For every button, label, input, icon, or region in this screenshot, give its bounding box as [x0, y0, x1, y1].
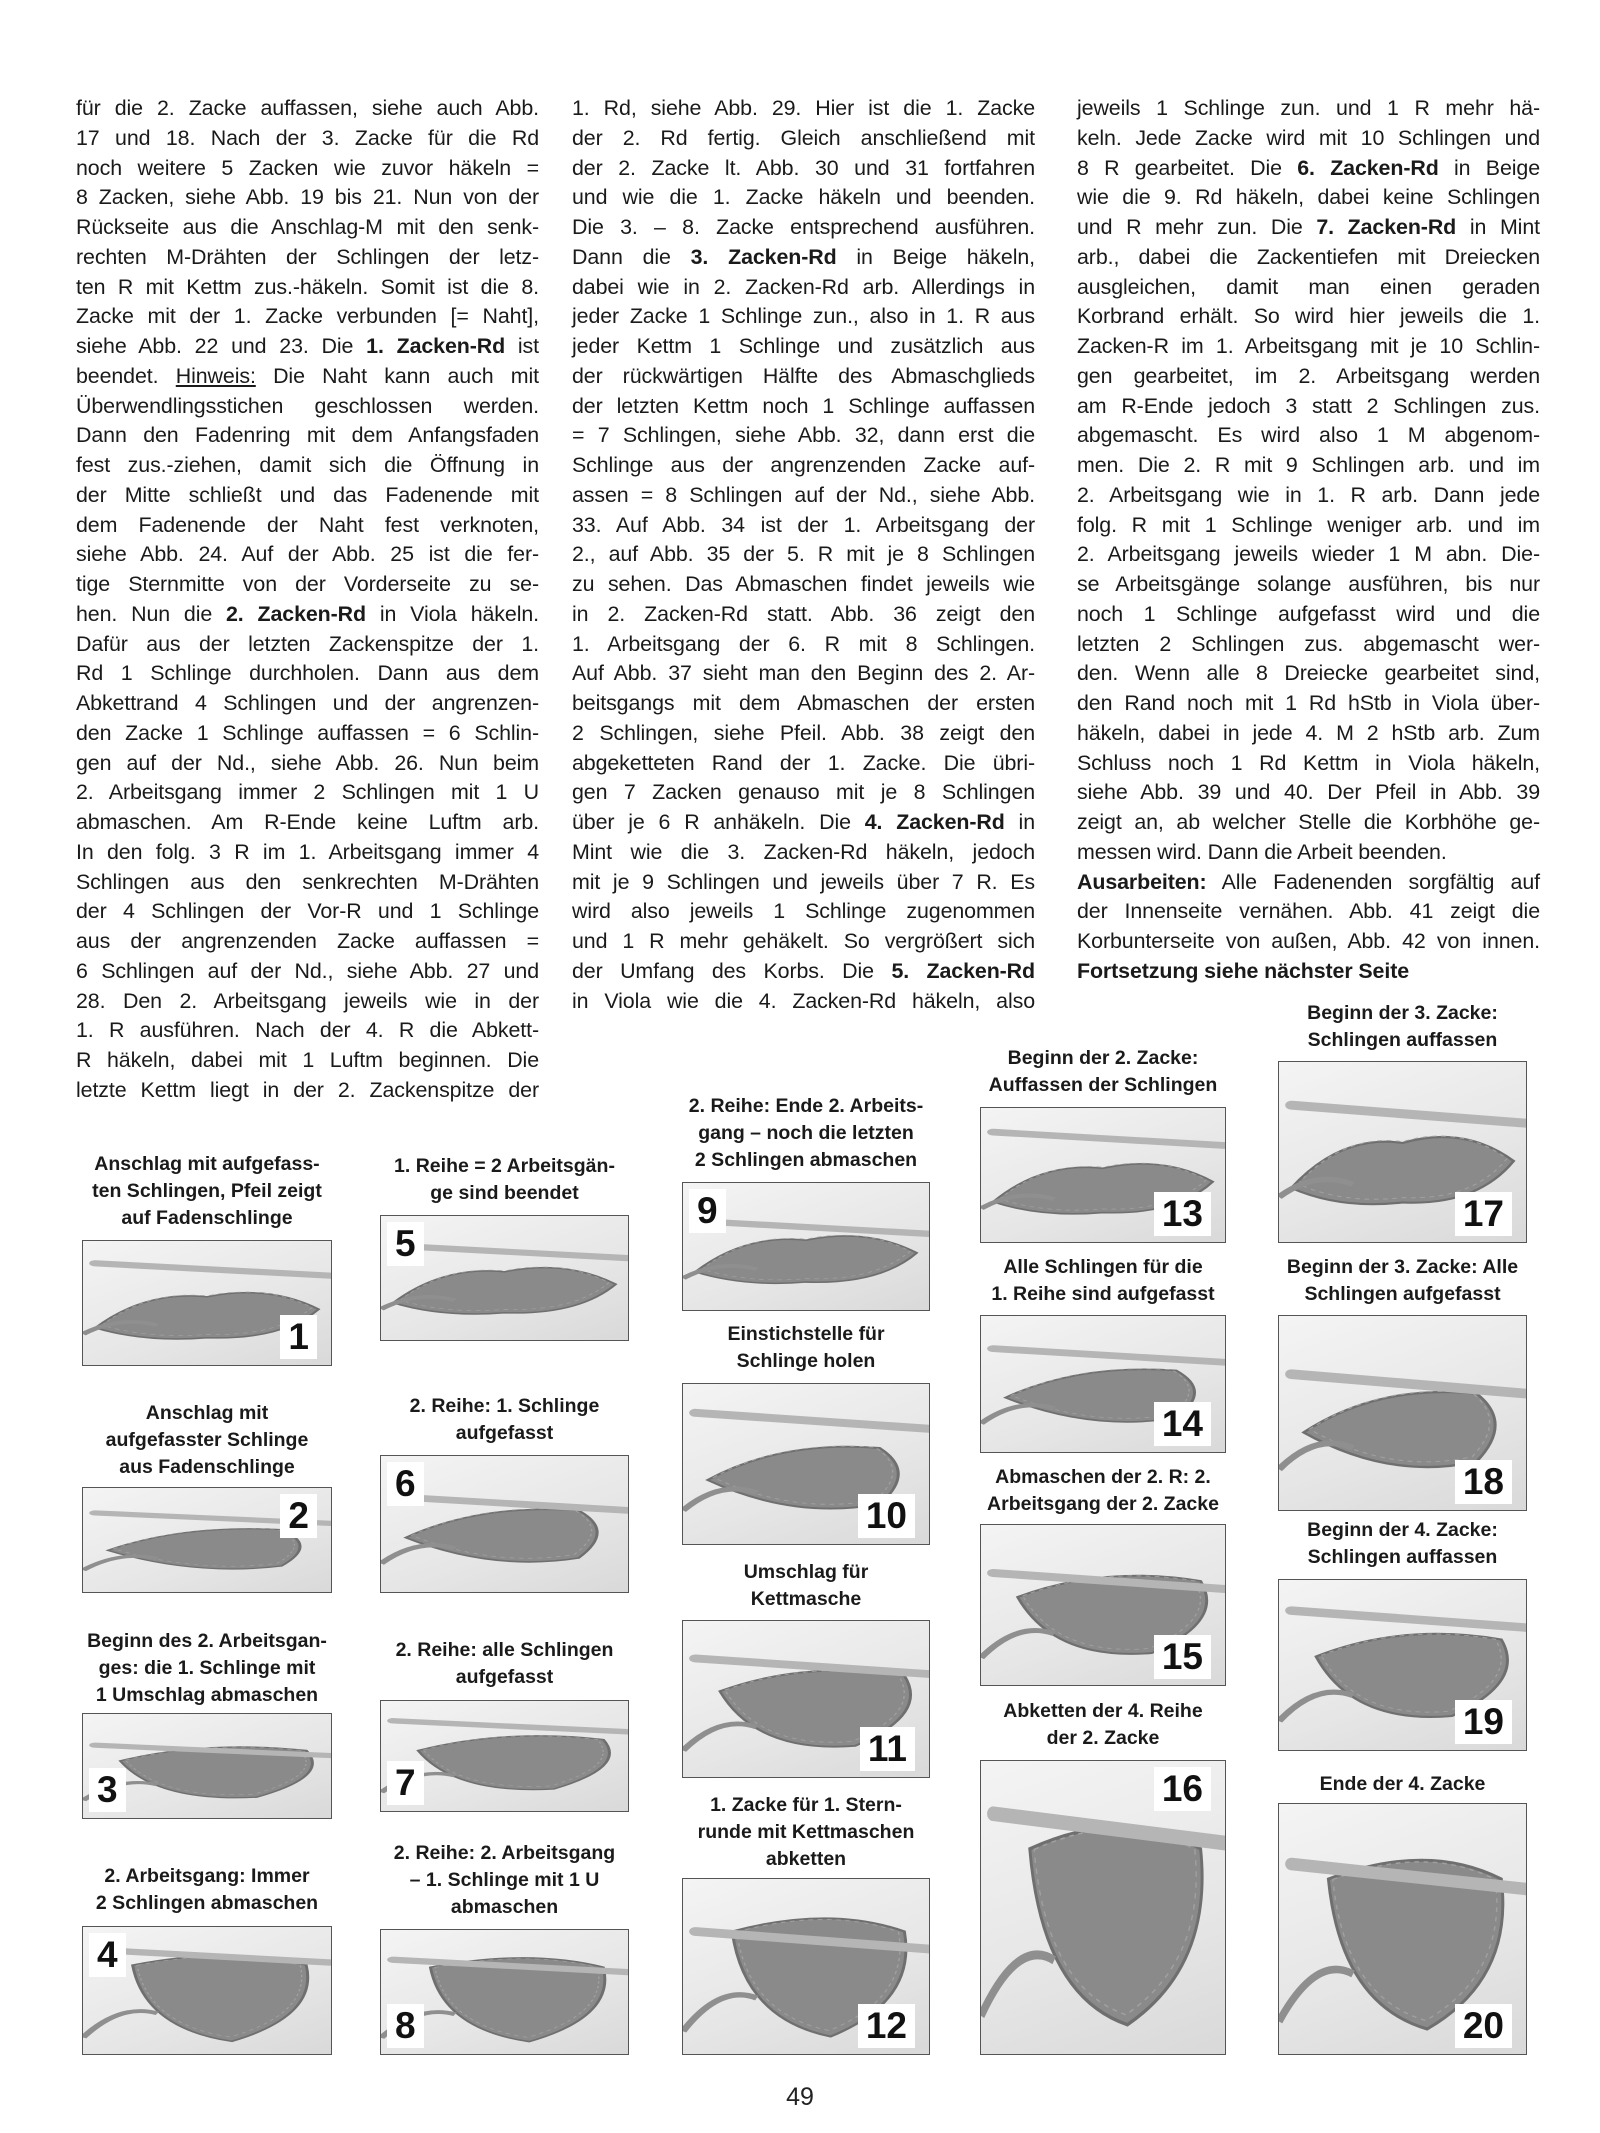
- text-line: wird also jeweils 1 Schlinge zugenommen: [572, 899, 1035, 924]
- text-line: Überwendlingsstichen geschlossen werden.: [76, 393, 539, 418]
- text-line: den Zacke 1 Schlinge auffassen = 6 Schlin-: [76, 720, 539, 745]
- caption-line: gang – noch die letzten: [698, 1122, 914, 1144]
- text-line: zu sehen. Das Abmaschen findet jeweils wie: [572, 572, 1035, 596]
- caption-line: Einstichstelle für: [727, 1323, 885, 1345]
- caption-line: 2 Schlingen abmaschen: [694, 1149, 918, 1171]
- figure-number: 13: [1154, 1192, 1211, 1236]
- caption-line: 1 Umschlag abmaschen: [95, 1684, 319, 1706]
- bold-term: 2. Zacken-Rd: [226, 601, 366, 626]
- caption-line: 2 Schlingen abmaschen: [95, 1892, 319, 1914]
- yarn-strand: [83, 1556, 157, 1570]
- text-line: 28. Den 2. Arbeitsgang jeweils wie in der: [76, 988, 539, 1013]
- text-line: [76, 332, 539, 362]
- caption-line: auf Fadenschlinge: [121, 1207, 293, 1229]
- yarn-strand: [683, 1995, 757, 2031]
- text-line: = 7 Schlingen, siehe Abb. 32, dann erst die: [572, 423, 1035, 448]
- crochet-photo: [682, 1383, 930, 1545]
- text-line: den. Wenn alle 8 Dreiecke gearbeitet sind,: [1077, 661, 1540, 686]
- text-line: fest zus.-ziehen, damit sich die Öffnung in: [76, 453, 539, 477]
- text-line: jeder Kettm 1 Schlinge und zusätzlich aus: [572, 334, 1035, 358]
- figure-caption: [682, 1792, 930, 1873]
- text-line: In den folg. 3 R im 1. Arbeitsgang immer 4: [76, 839, 539, 864]
- caption-line: abketten: [765, 1848, 847, 1870]
- text-line: den Rand noch mit 1 Rd hStb in Viola über-: [1077, 691, 1540, 715]
- text-line: Die 3. – 8. Zacke entsprechend ausführen.: [572, 215, 1035, 239]
- figure-number: 18: [1455, 1460, 1512, 1504]
- text-line: rechten M-Drähten der Schlingen der letz-: [76, 244, 539, 269]
- text-line: keln. Jede Zacke wird mit 10 Schlingen und: [1077, 125, 1540, 150]
- figure-number: 11: [860, 1727, 915, 1771]
- text-run: in Beige: [1438, 155, 1540, 180]
- text-run: in Viola häkeln.: [365, 601, 539, 626]
- text-line: gen auf der Nd., siehe Abb. 26. Nun beim: [76, 750, 539, 775]
- figure-caption: [682, 1559, 930, 1613]
- yarn-strand: [981, 1955, 1054, 2016]
- text-line: R häkeln, dabei mit 1 Luftm beginnen. Die: [76, 1048, 539, 1072]
- text-line: Korbrand erhält. So wird hier jeweils die 1.: [1077, 304, 1540, 329]
- text-line: gen gearbeitet, im 2. Arbeitsgang werden: [1077, 363, 1540, 388]
- text-line: 2., auf Abb. 35 der 5. R mit je 8 Schlingen: [572, 542, 1035, 567]
- caption-line: ges: die 1. Schlinge mit: [98, 1657, 316, 1679]
- crochet-photo: [82, 1240, 332, 1366]
- text-line: am R-Ende jedoch 3 statt 2 Schlingen zus.: [1077, 393, 1540, 418]
- caption-line: Kettmasche: [750, 1588, 862, 1610]
- text-line: dem Fadenende der Naht fest verknoten,: [76, 512, 539, 537]
- crochet-hook-icon: [393, 1497, 628, 1511]
- text-line: assen = 8 Schlingen auf der Nd., siehe Abb.: [572, 482, 1035, 507]
- text-line: abmaschen. Am R-Ende keine Luftm arb.: [76, 810, 539, 834]
- text-run: 8 R gearbeitet. Die: [1077, 155, 1298, 180]
- yarn-strand: [683, 1489, 757, 1510]
- caption-line: aufgefasster Schlinge: [105, 1429, 309, 1451]
- figure-number: 2: [280, 1494, 317, 1538]
- text-column-1: [76, 94, 539, 1106]
- caption-line: ge sind beendet: [430, 1182, 579, 1204]
- crochet-hook-icon: [1291, 1105, 1526, 1123]
- text-line: Schlingen aus den senkrechten M-Drähten: [76, 869, 539, 894]
- bold-term: Fortsetzung siehe nächster Seite: [1077, 958, 1410, 983]
- text-line: der 2. Zacke lt. Abb. 30 und 31 fortfahren: [572, 155, 1035, 180]
- text-line: zeigt an, ab welcher Stelle die Korbhöhe ge-: [1077, 810, 1540, 834]
- caption-line: Arbeitsgang der 2. Zacke: [987, 1493, 1219, 1515]
- caption-line: 2. Reihe: 2. Arbeitsgang: [393, 1842, 616, 1864]
- caption-line: Beginn der 3. Zacke:: [1307, 1002, 1498, 1024]
- yarn-strand: [683, 1724, 757, 1751]
- caption-line: aufgefasst: [455, 1666, 554, 1688]
- caption-line: Anschlag mit aufgefass-: [94, 1153, 320, 1175]
- caption-line: Beginn des 2. Arbeitsgan-: [87, 1630, 327, 1652]
- text-line: Rückseite aus die Anschlag-M mit den senk-: [76, 215, 539, 239]
- text-line: Auf Abb. 37 sieht man den Beginn des 2. Ar-: [572, 661, 1035, 686]
- caption-line: Schlingen auffassen: [1307, 1029, 1498, 1051]
- crochet-photo: [980, 1760, 1226, 2055]
- text-line: abgemascht. Es wird also 1 M abgenom-: [1077, 423, 1540, 448]
- caption-line: Schlingen auffassen: [1307, 1546, 1498, 1568]
- figure-number: 5: [387, 1222, 424, 1266]
- text-run: in: [1004, 810, 1035, 834]
- caption-line: abmaschen: [450, 1896, 559, 1918]
- caption-line: 1. Reihe sind aufgefasst: [991, 1283, 1215, 1305]
- text-line: 1. Rd, siehe Abb. 29. Hier ist die 1. Zacke: [572, 96, 1035, 120]
- text-line: se Arbeitsgänge solange ausführen, bis nur: [1077, 572, 1540, 596]
- text-line: [572, 243, 1035, 273]
- figure-caption: [1278, 1000, 1527, 1054]
- caption-line: aus Fadenschlinge: [119, 1456, 295, 1478]
- text-line: tige Sternmitte von der Vorderseite zu se-: [76, 572, 539, 596]
- yarn-strand: [1279, 1692, 1353, 1721]
- caption-line: Beginn der 3. Zacke: Alle: [1286, 1256, 1519, 1278]
- crochet-photo: [380, 1215, 629, 1341]
- crochet-photo: [980, 1315, 1226, 1453]
- text-line: in Viola wie die 4. Zacken-Rd häkeln, also: [572, 988, 1035, 1013]
- figure-number: 19: [1455, 1700, 1512, 1744]
- text-line: Abkettrand 4 Schlingen und der angrenzen-: [76, 691, 539, 715]
- caption-line: 2. Arbeitsgang: Immer: [104, 1865, 310, 1887]
- crochet-hook-icon: [993, 1132, 1225, 1145]
- figure-number: 1: [280, 1315, 317, 1359]
- text-run: beendet.: [76, 363, 176, 388]
- figure-number: 14: [1154, 1402, 1211, 1446]
- figure-number: 4: [89, 1933, 126, 1977]
- figure-caption: [980, 1698, 1226, 1752]
- crochet-photo: [1278, 1803, 1527, 2055]
- figure-caption: [380, 1840, 629, 1921]
- text-line: in 2. Zacken-Rd statt. Abb. 36 zeigt den: [572, 601, 1035, 626]
- bold-term: 6. Zacken-Rd: [1297, 155, 1439, 180]
- text-line: [1077, 213, 1540, 243]
- crochet-hook-icon: [393, 1721, 628, 1732]
- caption-line: runde mit Kettmaschen: [697, 1821, 915, 1843]
- caption-line: 1. Reihe = 2 Arbeitsgän-: [394, 1155, 615, 1177]
- text-line: mit je 9 Schlingen und jeweils über 7 R. Es: [572, 869, 1035, 894]
- text-run: Dann die: [572, 244, 691, 269]
- underlined-term: Hinweis:: [175, 363, 256, 388]
- figure-caption: [1278, 1771, 1527, 1798]
- figure-caption: [380, 1153, 629, 1207]
- text-run: und R mehr zun. Die: [1077, 215, 1317, 239]
- text-line: [1077, 957, 1540, 987]
- text-line: noch weitere 5 Zacken wie zuvor häkeln =: [76, 155, 539, 180]
- text-line: [572, 957, 1035, 987]
- text-line: abgeketteten Rand der 1. Zacke. Die übri-: [572, 750, 1035, 775]
- figure-caption: [980, 1464, 1226, 1518]
- figure-number: 9: [689, 1189, 726, 1233]
- text-line: Schluss noch 1 Rd Kettm in Viola häkeln,: [1077, 750, 1540, 775]
- caption-line: Auffassen der Schlingen: [988, 1074, 1218, 1096]
- text-line: [76, 600, 539, 630]
- crochet-photo: [380, 1929, 629, 2055]
- bold-term: Ausarbeiten:: [1077, 869, 1207, 894]
- bold-term: 7. Zacken-Rd: [1316, 215, 1457, 239]
- crochet-hook-icon: [393, 1246, 628, 1258]
- figure-caption: [980, 1045, 1226, 1099]
- crochet-photo: [1278, 1315, 1527, 1511]
- text-line: [1077, 868, 1540, 898]
- caption-line: Alle Schlingen für die: [1003, 1256, 1203, 1278]
- caption-line: Beginn der 2. Zacke:: [1007, 1047, 1199, 1069]
- text-line: Mint wie die 3. Zacken-Rd häkeln, jedoch: [572, 839, 1035, 864]
- figure-caption: [980, 1254, 1226, 1308]
- crochet-hook-icon: [1291, 1374, 1526, 1393]
- text-run: über je 6 R anhäkeln. Die: [572, 810, 865, 834]
- figure-number: 3: [89, 1768, 126, 1812]
- text-line: ten R mit Kettm zus.-häkeln. Somit ist die 8.: [76, 274, 539, 299]
- text-line: Zacken-R im 1. Arbeitsgang mit je 10 Schlin-: [1077, 334, 1540, 358]
- text-line: aus der angrenzenden Zacke auffassen =: [76, 929, 539, 953]
- text-line: ausgleichen, damit man einen geraden: [1077, 274, 1540, 299]
- crochet-hook-icon: [695, 1413, 929, 1429]
- caption-line: Umschlag für: [743, 1561, 869, 1583]
- text-line: Dann den Fadenring mit dem Anfangsfaden: [76, 423, 539, 448]
- caption-line: ten Schlingen, Pfeil zeigt: [92, 1180, 322, 1202]
- text-line: 33. Auf Abb. 34 ist der 1. Arbeitsgang der: [572, 512, 1035, 537]
- text-line: letzten 2 Schlingen zus. abgemascht wer-: [1077, 631, 1540, 656]
- figure-caption: [682, 1093, 930, 1174]
- figure-number: 15: [1154, 1635, 1211, 1679]
- text-line: 8 Zacken, siehe Abb. 19 bis 21. Nun von der: [76, 185, 539, 210]
- text-run: der Umfang des Korbs. Die: [572, 958, 892, 983]
- crochet-photo: [1278, 1579, 1527, 1751]
- text-line: 1. R ausführen. Nach der 4. R die Abkett-: [76, 1018, 539, 1043]
- text-line: noch 1 Schlinge aufgefasst wird und die: [1077, 601, 1540, 626]
- text-line: letzte Kettm liegt in der 2. Zackenspitze der: [76, 1077, 539, 1102]
- figure-caption: [380, 1393, 629, 1447]
- figure-number: 8: [387, 2004, 424, 2048]
- figure-number: 20: [1455, 2004, 1512, 2048]
- yarn-strand: [83, 2011, 157, 2037]
- figure-caption: [82, 1400, 332, 1481]
- text-line: siehe Abb. 24. Auf der Abb. 25 ist die fer-: [76, 542, 539, 567]
- yarn-strand: [1279, 1969, 1353, 2021]
- caption-line: aufgefasst: [455, 1422, 554, 1444]
- text-line: 6 Schlingen auf der Nd., siehe Abb. 27 und: [76, 958, 539, 983]
- crochet-photo: [980, 1524, 1226, 1686]
- text-line: folg. R mit 1 Schlinge weniger arb. und im: [1077, 512, 1540, 537]
- crochet-photo: [82, 1713, 332, 1819]
- text-line: jeweils 1 Schlinge zun. und 1 R mehr hä-: [1077, 96, 1540, 120]
- caption-line: Abmaschen der 2. R: 2.: [995, 1466, 1211, 1488]
- crochet-photo: [1278, 1061, 1527, 1243]
- figure-caption: [1278, 1517, 1527, 1571]
- figure-number: 7: [387, 1761, 424, 1805]
- bold-term: 1. Zacken-Rd: [366, 334, 506, 358]
- text-line: und wie die 1. Zacke häkeln und beenden.: [572, 185, 1035, 210]
- text-run: in Mint: [1456, 215, 1540, 239]
- figure-number: 17: [1455, 1192, 1512, 1236]
- text-run: in Beige häkeln,: [836, 244, 1035, 269]
- crochet-photo: [380, 1700, 629, 1812]
- text-line: häkeln, dabei in jede 4. M 2 hStb arb. Zum: [1077, 720, 1540, 745]
- crochet-hook-icon: [95, 1263, 331, 1275]
- figure-caption: [380, 1637, 629, 1691]
- yarn-strand: [981, 1405, 1054, 1423]
- text-line: siehe Abb. 39 und 40. Der Pfeil in Abb. 39: [1077, 780, 1540, 805]
- figure-caption: [682, 1321, 930, 1375]
- crochet-photo: [980, 1107, 1226, 1243]
- figure-caption: [82, 1151, 332, 1232]
- text-line: 1. Arbeitsgang der 6. R mit 8 Schlingen.: [572, 631, 1035, 656]
- text-line: 2 Schlingen, siehe Pfeil. Abb. 38 zeigt den: [572, 720, 1035, 745]
- bold-term: 5. Zacken-Rd: [891, 958, 1035, 983]
- text-line: gen 7 Zacken genauso mit je 8 Schlingen: [572, 780, 1035, 805]
- page-number: 49: [786, 2083, 814, 2111]
- text-line: [76, 362, 539, 392]
- text-line: 2. Arbeitsgang immer 2 Schlingen mit 1 U: [76, 780, 539, 805]
- crochet-hook-icon: [1291, 1611, 1526, 1628]
- text-run: messen wird. Dann die Arbeit beenden.: [1077, 839, 1447, 864]
- caption-line: – 1. Schlinge mit 1 U: [409, 1869, 600, 1891]
- text-run: siehe Abb. 22 und 23. Die: [76, 334, 367, 358]
- text-line: beitsgangs mit dem Abmaschen der ersten: [572, 691, 1035, 715]
- text-column-3: [1077, 94, 1540, 987]
- figure-caption: [82, 1863, 332, 1917]
- text-line: Rd 1 Schlinge durchholen. Dann aus dem: [76, 661, 539, 686]
- caption-line: Anschlag mit: [145, 1402, 269, 1424]
- text-run: Alle Fadenenden sorgfältig auf: [1206, 869, 1540, 894]
- crochet-hook-icon: [695, 1221, 929, 1234]
- caption-line: 2. Reihe: alle Schlingen: [395, 1639, 614, 1661]
- caption-line: Beginn der 4. Zacke:: [1307, 1519, 1498, 1541]
- text-line: 17 und 18. Nach der 3. Zacke für die Rd: [76, 125, 539, 150]
- crochet-photo: [380, 1455, 629, 1593]
- text-line: der letzten Kettm noch 1 Schlinge auffassen: [572, 393, 1035, 418]
- text-line: [1077, 154, 1540, 184]
- figure-number: 6: [387, 1462, 424, 1506]
- caption-line: 2. Reihe: Ende 2. Arbeits-: [688, 1095, 924, 1117]
- text-line: [572, 808, 1035, 838]
- crochet-photo: [82, 1487, 332, 1593]
- figure-caption: [82, 1628, 332, 1709]
- crochet-photo: [682, 1182, 930, 1311]
- text-line: der Mitte schließt und das Fadenende mit: [76, 482, 539, 507]
- text-run: hen. Nun die: [76, 601, 227, 626]
- text-line: Korbunterseite von außen, Abb. 42 von innen.: [1077, 929, 1540, 953]
- crochet-photo: [682, 1620, 930, 1778]
- figure-number: 16: [1154, 1767, 1211, 1811]
- caption-line: Ende der 4. Zacke: [1319, 1773, 1486, 1795]
- bold-term: 3. Zacken-Rd: [690, 244, 837, 269]
- text-line: der 4 Schlingen der Vor-R und 1 Schlinge: [76, 899, 539, 924]
- text-line: 2. Arbeitsgang jeweils wieder 1 M abn. Die-: [1077, 542, 1540, 567]
- text-column-2: [572, 94, 1035, 1016]
- text-line: für die 2. Zacke auffassen, siehe auch Abb.: [76, 96, 539, 120]
- text-line: der rückwärtigen Hälfte des Abmaschglieds: [572, 363, 1035, 388]
- yarn-strand: [381, 1545, 455, 1563]
- text-line: Dafür aus der letzten Zackenspitze der 1.: [76, 631, 539, 656]
- caption-line: Schlingen aufgefasst: [1304, 1283, 1501, 1305]
- figure-number: 10: [858, 1494, 915, 1538]
- text-line: [1077, 838, 1540, 868]
- bold-term: 4. Zacken-Rd: [864, 810, 1005, 834]
- figure-caption: [1278, 1254, 1527, 1308]
- text-line: 2. Arbeitsgang wie in 1. R arb. Dann jede: [1077, 482, 1540, 507]
- text-line: Zacke mit der 1. Zacke verbunden [= Naht],: [76, 304, 539, 329]
- text-line: dabei wie in 2. Zacken-Rd arb. Allerdings in: [572, 274, 1035, 299]
- figure-number: 12: [858, 2004, 915, 2048]
- text-line: Schlinge aus der angrenzenden Zacke auf-: [572, 453, 1035, 477]
- crochet-photo: [82, 1926, 332, 2055]
- text-line: und 1 R mehr gehäkelt. So vergrößert sich: [572, 929, 1035, 953]
- caption-line: 1. Zacke für 1. Stern-: [710, 1794, 902, 1816]
- text-run: Die Naht kann auch mit: [255, 363, 540, 388]
- text-line: men. Die 2. R mit 9 Schlingen arb. und im: [1077, 453, 1540, 477]
- caption-line: Schlinge holen: [736, 1350, 876, 1372]
- text-line: wie die 9. Rd häkeln, dabei keine Schlingen: [1077, 185, 1540, 210]
- text-line: der Innenseite vernähen. Abb. 41 zeigt die: [1077, 899, 1540, 924]
- text-line: jeder Zacke 1 Schlinge zun., also in 1. R aus: [572, 304, 1035, 329]
- crochet-hook-icon: [993, 1349, 1225, 1363]
- caption-line: Abketten der 4. Reihe: [1003, 1700, 1203, 1722]
- yarn-strand: [1279, 1443, 1353, 1469]
- text-line: arb., dabei die Zackentiefen mit Dreiecken: [1077, 244, 1540, 269]
- yarn-strand: [981, 1630, 1054, 1657]
- caption-line: der 2. Zacke: [1046, 1727, 1160, 1749]
- text-run: ist: [505, 334, 539, 358]
- caption-line: 2. Reihe: 1. Schlinge: [409, 1395, 600, 1417]
- crochet-photo: [682, 1878, 930, 2055]
- text-line: der 2. Rd fertig. Gleich anschließend mit: [572, 125, 1035, 150]
